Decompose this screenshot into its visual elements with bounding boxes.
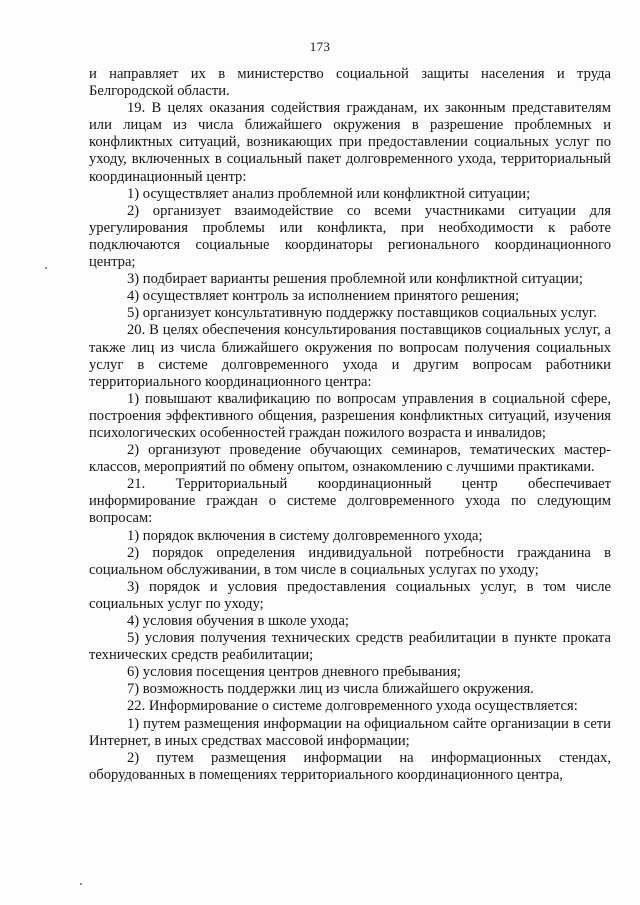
paragraph-21-item-6: 6) условия посещения центров дневного пребывания; [127,664,461,681]
paragraph-22-intro: 22. Информирование о системе долговременного ухода осуществляется: [127,698,578,715]
paragraph-19-item-4: 4) осуществляет контроль за исполнением принятого решения; [127,288,520,305]
paragraph-21-item-4: 4) условия обучения в школе ухода; [127,613,349,629]
paragraph-19-intro: 19. В целях оказания содействия гражданам, их законным представителям или лицам из числа ближайшего окружения в разрешение проблемных и конфликтных ситуаций, возникающих при предоставлении социальных услуг по уходу, включенных в социальный пакет долговременного ухода, территориальный координационный центр: [89,100,611,185]
paragraph-21-intro: 21. Территориальный координационный центр обеспечивает информирование граждан о системе долговременного ухода по следующим вопросам: [89,476,611,527]
paragraph-19-item-2: 2) организует взаимодействие со всеми участниками ситуации для урегулирования проблемы или конфликта, при необходимости к работе подключаются социальные координаторы регионального координационного центра; [89,202,611,271]
paragraph-19-item-1: 1) осуществляет анализ проблемной или конфликтной ситуации; [127,185,531,202]
paragraph-19-item-5: 5) организует консультативную поддержку поставщиков социальных услуг. [127,305,597,322]
document-body [89,66,611,784]
paragraph-21-item-2: 2) порядок определения индивидуальной потребности гражданина в социальном обслуживании, в том числе в социальных услугах по уходу; [89,544,611,578]
paragraph-20-item-1: 1) повышают квалификацию по вопросам управления в социальной сфере, построения эффективного общения, разрешения конфликтных ситуаций, изучения психологических особенностей граждан пожилого возраста и инвалидов; [89,390,611,441]
scan-speck [80,883,82,885]
page-number: 173 [309,39,331,54]
scan-speck [45,267,47,269]
paragraph-19-item-3: 3) подбирает варианты решения проблемной или конфликтной ситуации; [127,271,583,288]
paragraph-21-item-3: 3) порядок и условия предоставления социальных услуг, в том числе социальных услуг по уходу; [89,578,611,612]
paragraph-continuation: и направляет их в министерство социальной защиты населения и труда Белгородской области. [89,66,611,100]
paragraph-22-item-2: 2) путем размещения информации на информационных стендах, оборудованных в помещениях территориального координационного центра, [89,749,611,783]
paragraph-20-intro: 20. В целях обеспечения консультирования поставщиков социальных услуг, а также лиц из числа ближайшего окружения по вопросам получения социальных услуг в системе долговременного ухода и другим вопросам работники территориального координационного центра: [89,322,611,390]
paragraph-21-item-1: 1) порядок включения в систему долговременного ухода; [127,527,483,544]
paragraph-21-item-7: 7) возможность поддержки лиц из числа ближайшего окружения. [127,681,534,698]
paragraph-21-item-5: 5) условия получения технических средств реабилитации в пункте проката технических средств реабилитации; [89,630,611,664]
paragraph-20-item-2: 2) организуют проведение обучающих семинаров, тематических мастер-классов, мероприятий по обмену опытом, ознакомлению с лучшими практиками. [89,442,611,476]
paragraph-22-item-1: 1) путем размещения информации на официальном сайте организации в сети Интернет, в иных средствах массовой информации; [89,715,611,749]
